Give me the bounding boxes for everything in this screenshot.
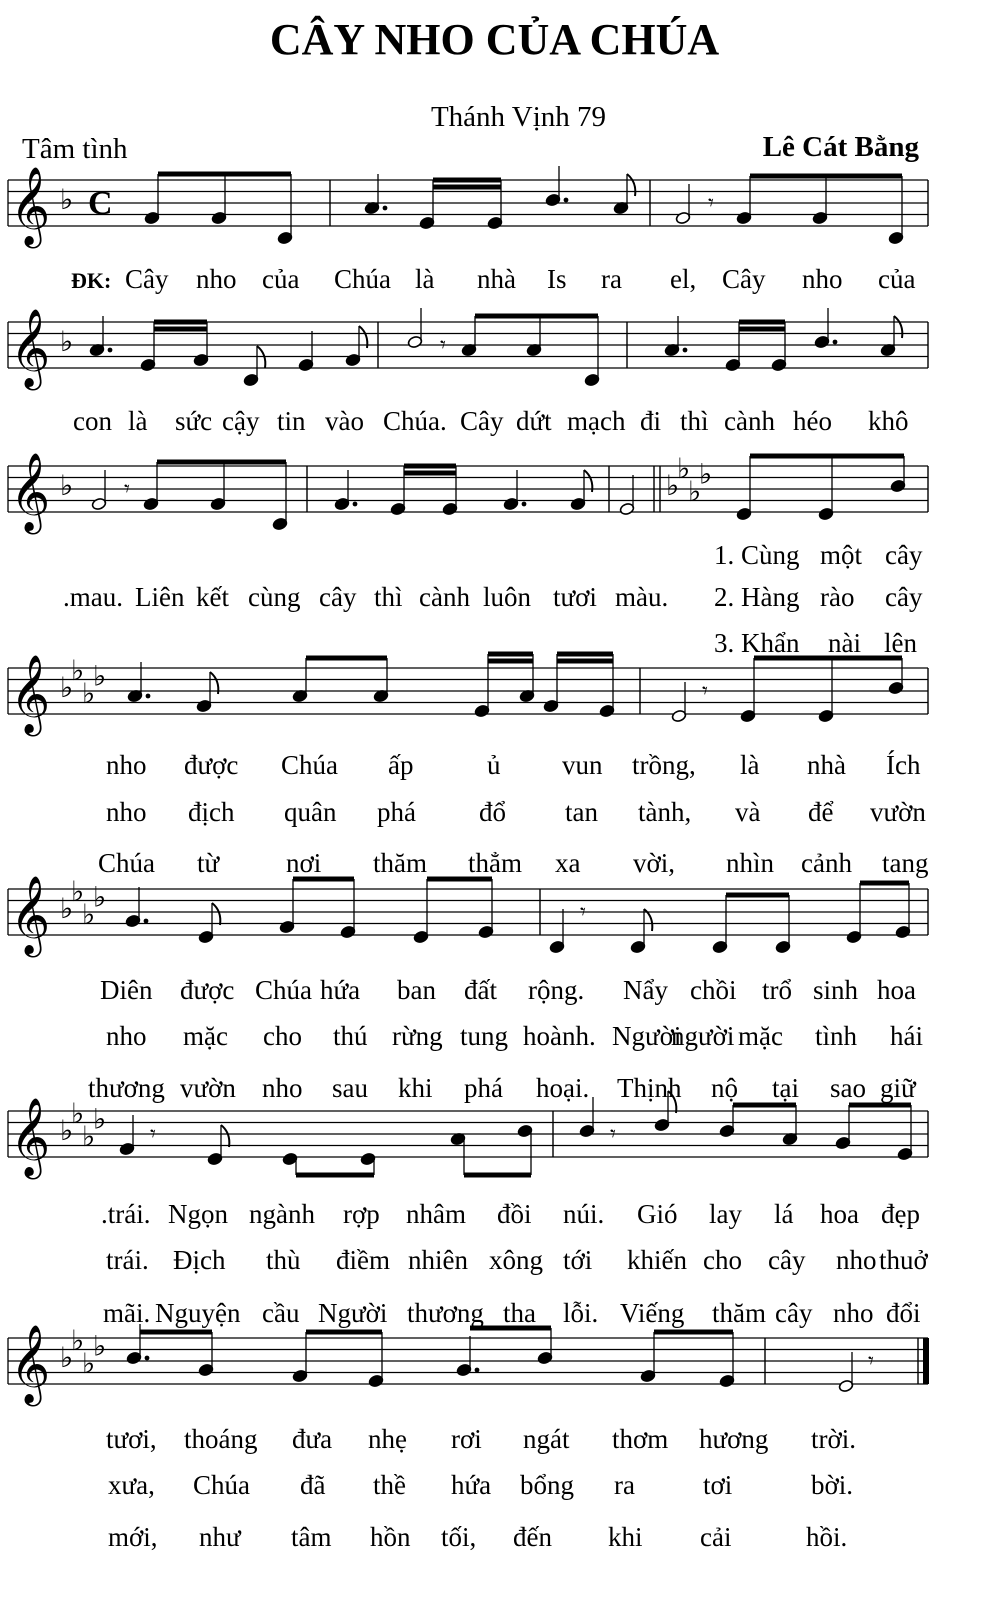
lyric-syllable: nộ <box>711 1073 738 1103</box>
song-subtitle: Thánh Vịnh 79 <box>430 101 607 133</box>
lyric-syllable: .mau. <box>63 582 123 612</box>
lyric-syllable: nho <box>833 1298 874 1328</box>
lyric-syllable: luôn <box>483 582 532 612</box>
lyric-syllable: tới <box>563 1245 593 1275</box>
lyric-syllable: dứt <box>516 406 552 436</box>
flat-sign: ♭ <box>82 676 96 710</box>
lyric-syllable: đẹp <box>881 1199 920 1229</box>
dot <box>146 694 151 699</box>
flat-sign: ♭ <box>82 897 96 931</box>
lyric-syllable: như <box>199 1522 241 1552</box>
lyric-syllable: giữ <box>880 1073 916 1103</box>
lyric-syllable: tang <box>882 848 929 878</box>
note-flag <box>221 1125 229 1147</box>
lyric-syllable: tươi, <box>106 1424 157 1454</box>
treble-clef: 𝄞 <box>10 654 51 734</box>
lyric-syllable: Thịnh <box>617 1073 682 1103</box>
lyric-syllable: mãi. <box>103 1298 151 1328</box>
lyric-syllable: héo <box>793 406 832 436</box>
lyric-syllable: Chúa <box>255 975 312 1005</box>
lyric-syllable: lay <box>709 1199 742 1229</box>
eighth-rest: 𝄾 <box>702 678 708 704</box>
flat-sign: ♭ <box>93 1329 107 1363</box>
lyric-syllable: tung <box>460 1021 509 1051</box>
lyric-syllable: là <box>415 264 435 294</box>
lyric-syllable: Diên <box>100 975 153 1005</box>
dot <box>353 502 358 507</box>
lyric-syllable: tin <box>277 406 306 436</box>
lyric-syllable: quân <box>284 797 337 827</box>
lyric-syllable: phá <box>377 797 416 827</box>
flat-sign: ♭ <box>688 474 702 508</box>
lyric-syllable: thuở <box>879 1245 928 1275</box>
lyric-syllable: và <box>735 797 761 827</box>
note-flag <box>627 174 635 196</box>
lyric-syllable: tan <box>565 797 598 827</box>
dot <box>522 502 527 507</box>
flat-sign: ♭ <box>60 183 74 216</box>
lyric-syllable: nho <box>106 750 147 780</box>
lyric-syllable: vườn <box>870 797 926 827</box>
dot <box>383 206 388 211</box>
dot <box>833 340 838 345</box>
lyric-syllable: sức <box>175 406 213 436</box>
lyric-syllable: khô <box>868 406 909 436</box>
lyric-syllable: thăm <box>712 1298 766 1328</box>
lyric-syllable: nhẹ <box>368 1424 407 1454</box>
note-flag <box>894 316 902 338</box>
dot <box>564 198 569 203</box>
flat-sign: ♭ <box>699 457 713 491</box>
lyric-syllable: vườn <box>180 1073 236 1103</box>
flat-sign: ♭ <box>60 892 74 925</box>
lyric-syllable: cây <box>319 582 357 612</box>
flat-sign: ♭ <box>93 659 107 693</box>
lyric-syllable: cây <box>768 1245 806 1275</box>
lyric-syllable: đi <box>640 406 662 436</box>
lyric-syllable: người <box>671 1021 735 1051</box>
lyric-syllable: đồi <box>497 1199 532 1229</box>
lyric-syllable: Hàng <box>741 582 800 612</box>
lyric-syllable: bời. <box>811 1470 854 1500</box>
flat-sign: ♭ <box>60 469 74 502</box>
lyric-syllable: ấp <box>388 750 414 780</box>
flat-sign: ♭ <box>666 469 680 502</box>
dot <box>108 348 113 353</box>
lyric-syllable: xa <box>555 848 581 878</box>
final-bar-thick <box>923 1338 929 1384</box>
lyric-syllable: cho <box>263 1021 302 1051</box>
lyric-syllable: Viếng <box>620 1298 685 1328</box>
lyric-syllable: sao <box>830 1073 866 1103</box>
lyric-syllable: hương <box>699 1424 769 1454</box>
lyric-syllable: nho <box>802 264 843 294</box>
common-time: C <box>88 185 113 222</box>
lyric-syllable: tơi <box>703 1470 733 1500</box>
lyric-syllable: nho <box>106 1021 147 1051</box>
lyric-syllable: kết <box>196 582 229 612</box>
flat-sign: ♭ <box>60 1341 74 1374</box>
lyric-syllable: để <box>808 797 834 827</box>
lyric-syllable: Ích <box>886 750 921 780</box>
lyric-syllable: đất <box>464 975 497 1005</box>
lyric-syllable: tình <box>815 1021 858 1051</box>
lyric-syllable: thẳm <box>468 848 522 878</box>
lyric-syllable: là <box>740 750 760 780</box>
lyric-syllable: mới, <box>108 1522 158 1552</box>
treble-clef: 𝄞 <box>10 308 51 388</box>
lyric-syllable: Cây <box>722 264 766 294</box>
lyric-syllable: tha <box>503 1298 536 1328</box>
lyric-syllable: Ngọn <box>168 1199 228 1229</box>
dot <box>144 919 149 924</box>
lyric-syllable: thương <box>407 1298 484 1328</box>
lyric-syllable: 2. <box>714 582 735 612</box>
lyric-syllable: thoáng <box>184 1424 258 1454</box>
lyric-syllable: của <box>878 264 916 294</box>
lyric-syllable: xưa, <box>108 1470 155 1500</box>
lyric-syllable: một <box>820 540 863 570</box>
lyric-syllable: cảnh <box>801 848 852 878</box>
lyric-syllable: đưa <box>292 1424 333 1454</box>
lyric-syllable: nơi <box>286 848 322 878</box>
lyric-syllable: rộng. <box>528 975 585 1005</box>
lyric-syllable: ra <box>601 264 622 294</box>
lyric-syllable: từ <box>197 848 220 878</box>
lyric-syllable: rơi <box>451 1424 482 1454</box>
lyric-syllable: hồn <box>370 1522 411 1552</box>
flat-sign: ♭ <box>71 874 85 908</box>
lyric-syllable: Khẩn <box>741 628 800 658</box>
lyric-syllable: ra <box>614 1470 635 1500</box>
lyric-syllable: nho <box>836 1245 877 1275</box>
lyric-syllable: nhà <box>807 750 846 780</box>
lyric-syllable: Người <box>612 1021 682 1051</box>
lyric-syllable: cành <box>724 406 775 436</box>
lyric-syllable: tối, <box>441 1522 477 1552</box>
lyric-syllable: cải <box>700 1522 732 1552</box>
lyric-syllable: Chúa <box>98 848 155 878</box>
eighth-rest: 𝄾 <box>124 476 130 502</box>
lyric-syllable: rừng <box>392 1021 443 1051</box>
lyric-syllable: Is <box>547 264 567 294</box>
lyric-syllable: phá <box>464 1073 503 1103</box>
note-flag <box>212 903 220 925</box>
lyric-syllable: của <box>262 264 300 294</box>
flat-sign: ♭ <box>60 671 74 704</box>
flat-sign: ♭ <box>71 653 85 687</box>
lyric-syllable: .trái. <box>101 1199 151 1229</box>
flat-sign: ♭ <box>93 880 107 914</box>
lyric-syllable: đến <box>513 1522 552 1552</box>
eighth-rest: 𝄾 <box>868 1348 874 1374</box>
tempo-style: Tâm tình <box>22 133 128 165</box>
lyric-syllable: hoành. <box>523 1021 596 1051</box>
lyric-syllable: Người <box>318 1298 388 1328</box>
lyric-syllable: hoa <box>877 975 916 1005</box>
lyric-syllable: sinh <box>813 975 859 1005</box>
lyric-syllable: trái. <box>106 1245 149 1275</box>
lyric-syllable: ban <box>397 975 436 1005</box>
lyric-syllable: được <box>180 975 235 1005</box>
lyric-syllable: đổ <box>479 797 506 827</box>
treble-clef: 𝄞 <box>10 166 51 246</box>
lyric-syllable: lỗi. <box>563 1298 599 1328</box>
lyric-syllable: mạch <box>567 406 626 436</box>
lyric-syllable: nhìn <box>726 848 775 878</box>
lyric-syllable: hái <box>890 1021 923 1051</box>
treble-clef: 𝄞 <box>10 1097 51 1177</box>
lyric-syllable: điềm <box>336 1245 390 1275</box>
lyric-syllable: 3. <box>714 628 735 658</box>
lyric-syllable: khi <box>398 1073 433 1103</box>
lyric-syllable: el, <box>670 264 697 294</box>
lyric-syllable: con <box>73 406 112 436</box>
lyric-syllable: rào <box>820 582 855 612</box>
flat-sign: ♭ <box>93 1102 107 1136</box>
lyric-syllable: nho <box>106 797 147 827</box>
lyric-syllable: Nẩy <box>623 975 668 1005</box>
lyric-syllable: nài <box>828 628 861 658</box>
lyric-syllable: thì <box>680 406 709 436</box>
lyric-syllable: Cây <box>125 264 169 294</box>
flat-sign: ♭ <box>60 325 74 358</box>
lyric-syllable: nhà <box>477 264 516 294</box>
lyric-syllable: lá <box>774 1199 794 1229</box>
lyric-syllable: Gió <box>637 1199 678 1229</box>
lyric-syllable: Chúa <box>281 750 338 780</box>
lyric-syllable: Chúa <box>334 264 391 294</box>
song-title: CÂY NHO CỦA CHÚA <box>269 15 720 64</box>
lyric-syllable: cây <box>885 540 923 570</box>
flat-sign: ♭ <box>71 1323 85 1357</box>
lyric-syllable: đổi <box>886 1298 921 1328</box>
lyric-syllable: cho <box>703 1245 742 1275</box>
lyric-syllable: xông <box>489 1245 543 1275</box>
lyric-syllable: Chúa <box>193 1470 250 1500</box>
lyric-syllable: nhâm <box>406 1199 466 1229</box>
lyric-syllable: 1. <box>714 540 735 570</box>
dot <box>475 1368 480 1373</box>
lyric-syllable: màu. <box>615 582 669 612</box>
lyric-syllable: thì <box>374 582 403 612</box>
lyric-syllable: thương <box>88 1073 165 1103</box>
treble-clef: 𝄞 <box>10 1324 51 1404</box>
lyric-syllable: hoa <box>820 1199 859 1229</box>
treble-clef: 𝄞 <box>10 452 51 532</box>
lyric-syllable: chồi <box>690 975 737 1005</box>
lyric-syllable: cây <box>775 1298 813 1328</box>
lyric-syllable: Cùng <box>741 540 800 570</box>
lyric-syllable: nho <box>196 264 237 294</box>
lyric-syllable: mặc <box>738 1021 783 1051</box>
lyric-syllable: mặc <box>183 1021 228 1051</box>
lyric-syllable: thăm <box>373 848 427 878</box>
lyric-syllable: vun <box>562 750 603 780</box>
lyric-syllable: tành, <box>638 797 692 827</box>
lyric-syllable: cậy <box>222 406 260 436</box>
lyric-syllable: hoại. <box>536 1073 590 1103</box>
composer-name: Lê Cát Bằng <box>762 131 919 163</box>
lyric-syllable: cây <box>885 582 923 612</box>
dot <box>145 1356 150 1361</box>
lyric-syllable: nhiên <box>408 1245 468 1275</box>
lyric-syllable: lên <box>884 628 917 658</box>
refrain-marker: ĐK: <box>71 268 112 293</box>
lyric-syllable: được <box>184 750 239 780</box>
lyric-syllable: khiến <box>627 1245 687 1275</box>
lyric-syllable: thù <box>266 1245 301 1275</box>
lyric-syllable: núi. <box>563 1199 605 1229</box>
lyric-syllable: rợp <box>343 1199 380 1229</box>
lyric-syllable: trồng, <box>632 750 696 780</box>
lyric-syllable: trổ <box>762 975 792 1005</box>
lyric-syllable: cùng <box>248 582 301 612</box>
lyric-syllable: hồi. <box>806 1522 848 1552</box>
lyric-syllable: trời. <box>811 1424 857 1454</box>
lyric-syllable: khi <box>608 1522 643 1552</box>
lyric-syllable: ngát <box>523 1424 570 1454</box>
lyric-syllable: vời, <box>633 848 676 878</box>
lyric-syllable: ngành <box>249 1199 315 1229</box>
eighth-rest: 𝄾 <box>440 332 446 358</box>
lyric-syllable: Cây <box>460 406 504 436</box>
lyric-syllable: tươi <box>553 582 597 612</box>
lyric-syllable: hứa <box>320 975 361 1005</box>
lyric-syllable: ủ <box>487 750 501 780</box>
lyric-syllable: tâm <box>291 1522 332 1552</box>
flat-sign: ♭ <box>82 1119 96 1153</box>
lyric-syllable: đã <box>300 1470 326 1500</box>
lyric-syllable: thú <box>333 1021 368 1051</box>
eighth-rest: 𝄾 <box>708 190 714 216</box>
treble-clef: 𝄞 <box>10 875 51 955</box>
lyric-syllable: cầu <box>262 1298 300 1328</box>
lyric-syllable: sau <box>332 1073 368 1103</box>
lyric-syllable: thơm <box>612 1424 669 1454</box>
flat-sign: ♭ <box>71 1096 85 1130</box>
lyric-syllable: bổng <box>520 1470 574 1500</box>
eighth-rest: 𝄾 <box>580 899 586 925</box>
lyric-syllable: Chúa. <box>383 406 447 436</box>
flat-sign: ♭ <box>60 1114 74 1147</box>
lyric-syllable: Liên <box>135 582 185 612</box>
lyric-syllable: địch <box>188 797 235 827</box>
lyric-syllable: Địch <box>173 1245 226 1275</box>
lyric-syllable: thề <box>373 1470 406 1500</box>
lyric-syllable: tại <box>772 1073 799 1103</box>
lyric-syllable: Nguyện <box>155 1298 241 1328</box>
eighth-rest: 𝄾 <box>150 1121 156 1147</box>
lyric-syllable: hứa <box>451 1470 492 1500</box>
lyric-syllable: vào <box>325 406 364 436</box>
lyric-syllable: là <box>128 406 148 436</box>
flat-sign: ♭ <box>82 1346 96 1380</box>
lyric-syllable: cành <box>419 582 470 612</box>
lyric-syllable: nho <box>262 1073 303 1103</box>
flat-sign: ♭ <box>677 451 691 485</box>
eighth-rest: 𝄾 <box>610 1121 616 1147</box>
dot <box>683 348 688 353</box>
